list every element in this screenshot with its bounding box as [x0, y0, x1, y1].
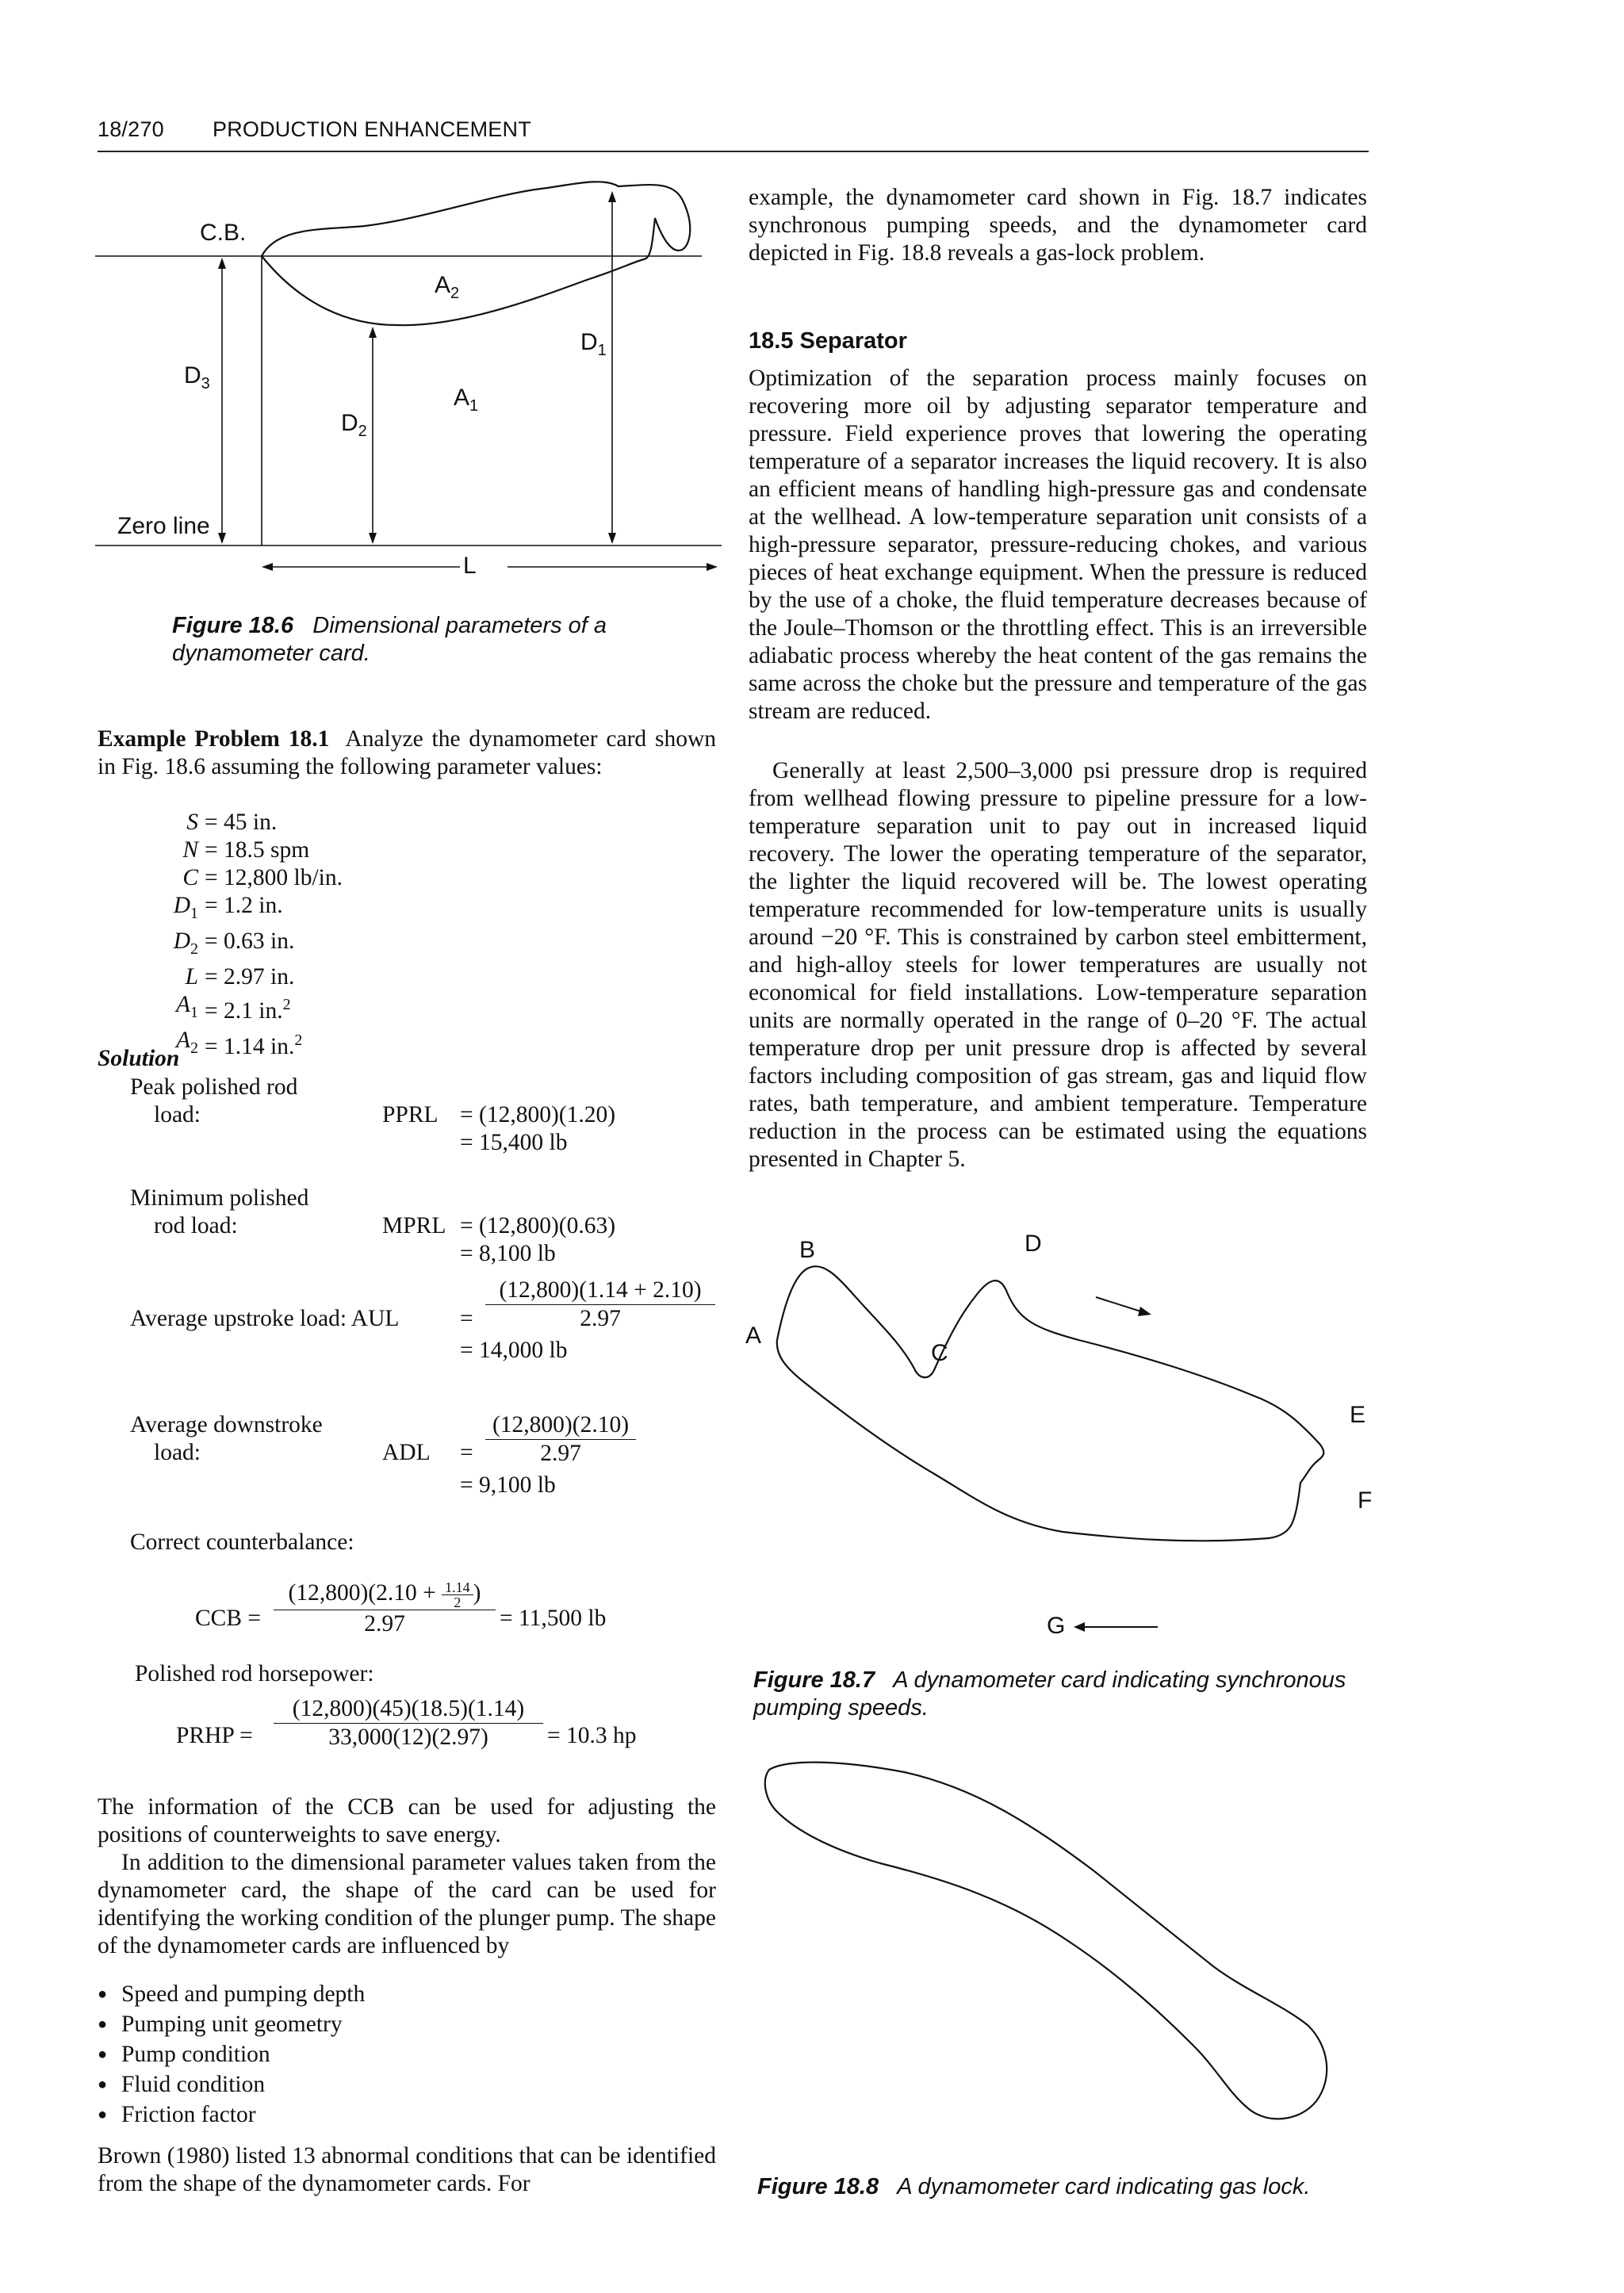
- adl-eq-sign: =: [460, 1440, 473, 1465]
- label-d2: $D_2$: [341, 410, 367, 440]
- pprl-equation: = (12,800)(1.20) = 15,400 lb: [460, 1102, 616, 1155]
- ccb-lhs: CCB =: [195, 1606, 262, 1631]
- right-paragraph-1: Optimization of the separation process mainly focuses on recovering more oil by adjusting separator temperature and pressure. Field experience proves that lowering the operating temperature of a separator increases the liquid recovery. It is also an efficient means of handling high-pressure gas and condensate at the wellhead. A low-temperature separation unit consists of a high-pressure separator, pressure-reducing chokes, and various pieces of heat exchange equipment. When the pressure is reduced by the use of a choke, the fluid temperature decreases because of the Joule–Thomson or the throttling effect. This is an irreversible adiabatic process whereby the heat content of the gas remains the same across the choke but the pressure and temperature of the gas stream are reduced.: [749, 366, 1367, 724]
- ccb-fraction: (12,800)(2.10 + $\frac{1.14}{2}$ ) 2.97: [274, 1579, 496, 1638]
- label-d3: $D_3$: [184, 362, 210, 392]
- point-d-label: D: [1025, 1231, 1042, 1257]
- list-item: ● Speed and pumping depth: [98, 1981, 653, 2011]
- point-g-label: G: [1047, 1613, 1066, 1639]
- figure-18-6: [95, 170, 730, 583]
- aul-result: = 14,000 lb: [460, 1338, 568, 1363]
- point-b-label: B: [799, 1237, 816, 1263]
- adl-abbr: ADL: [382, 1440, 431, 1465]
- label-a2: $A_2$: [435, 272, 460, 302]
- gas-lock-card-diagram: [761, 1752, 1364, 2149]
- ccb-label: Correct counterbalance:: [130, 1529, 354, 1555]
- prhp-fraction: (12,800)(45)(18.5)(1.14) 33,000(12)(2.97): [274, 1695, 543, 1751]
- example-title: Example Problem 18.1: [98, 726, 330, 752]
- left-paragraph-2: In addition to the dimensional parameter values taken from the dynamometer card, the shape of the card can be used for identifying the working condition of the plunger pump. The shape of the dynamometer cards are influenced by: [98, 1850, 716, 1958]
- mprl-equation: = (12,800)(0.63) = 8,100 lb: [460, 1213, 616, 1266]
- point-e-label: E: [1350, 1402, 1366, 1428]
- label-l: L: [463, 553, 477, 579]
- list-item: ● Fluid condition: [98, 2071, 653, 2101]
- pprl-abbr: PPRL: [382, 1102, 439, 1127]
- point-f-label: F: [1358, 1487, 1373, 1514]
- label-a1: $A_1$: [454, 385, 479, 415]
- section-heading: 18.5 Separator: [749, 328, 907, 354]
- aul-fraction: (12,800)(1.14 + 2.10) 2.97: [485, 1277, 715, 1333]
- figure-18-6-caption: Figure 18.6 Dimensional parameters of a dynamometer card.: [172, 613, 607, 666]
- label-d1: $D_1$: [580, 329, 607, 359]
- solution-label: Solution: [98, 1046, 180, 1071]
- figure-18-8: [761, 1752, 1364, 2149]
- page-header: [98, 114, 1369, 152]
- list-item: ● Pump condition: [98, 2041, 653, 2071]
- adl-fraction: (12,800)(2.10) 2.97: [485, 1411, 636, 1468]
- running-title: PRODUCTION ENHANCEMENT: [213, 117, 531, 141]
- left-paragraph-1: The information of the CCB can be used for adjusting the positions of counterweights to save energy.: [98, 1794, 716, 1847]
- mprl-label: Minimum polished rod load:: [130, 1185, 309, 1238]
- ccb-result: = 11,500 lb: [500, 1606, 607, 1631]
- right-paragraph-2: Generally at least 2,500–3,000 psi pressure drop is required from wellhead flowing pressure to pipeline pressure for a low-temperature separation unit to pay out in increased liquid recovery. The lower the operating temperature of the separator, the lighter the liquid recovered will be. The lowest operating temperature recommended for low-temperature units is usually around −20 °F. This is constrained by carbon steel embitterment, and high-alloy steels for lower temperatures are usually not economical for field installations. Low-temperature separation units are normally operated in the range of 0–20 °F. The actual temperature drop per unit pressure drop is affected by several factors including composition of gas stream, gas and liquid flow rates, bath temperature, and ambient temperature. Temperature reduction in the process can be estimated using the equations presented in Chapter 5.: [749, 758, 1367, 1172]
- list-item: ● Friction factor: [98, 2101, 653, 2131]
- page-number: 18/270: [98, 117, 164, 141]
- point-a-label: A: [745, 1323, 762, 1349]
- figure-18-8-caption: Figure 18.8 A dynamometer card indicating gas lock.: [757, 2174, 1311, 2199]
- synchronous-card-diagram: [745, 1237, 1380, 1649]
- figure-18-7-caption: Figure 18.7 A dynamometer card indicating synchronous pumping speeds.: [753, 1667, 1346, 1721]
- point-c-label: C: [931, 1340, 948, 1366]
- list-item: ● Pumping unit geometry: [98, 2011, 653, 2041]
- adl-result: = 9,100 lb: [460, 1472, 556, 1498]
- mprl-abbr: MPRL: [382, 1213, 446, 1238]
- pprl-label: Peak polished rod load:: [130, 1074, 298, 1127]
- adl-label: Average downstroke load:: [130, 1412, 323, 1465]
- right-paragraph-0: example, the dynamometer card shown in Fig. 18.7 indicates synchronous pumping speeds, and the dynamometer card depicted in Fig. 18.8 reveals a gas-lock problem.: [749, 185, 1367, 266]
- example-intro: Example Problem 18.1 Analyze the dynamometer card shown in Fig. 18.6 assuming the following parameter values:: [98, 726, 717, 779]
- left-paragraph-3: Brown (1980) listed 13 abnormal conditions that can be identified from the shape of the dynamometer cards. For: [98, 2143, 716, 2196]
- aul-label: Average upstroke load: AUL: [130, 1306, 400, 1331]
- label-zero-line: Zero line: [117, 513, 210, 539]
- label-cb: C.B.: [200, 220, 247, 246]
- prhp-lhs: PRHP =: [176, 1723, 253, 1748]
- prhp-result: = 10.3 hp: [547, 1723, 637, 1748]
- influence-list: [98, 1981, 653, 2131]
- figure-18-7: [745, 1231, 1380, 1649]
- prhp-label: Polished rod horsepower:: [135, 1661, 374, 1686]
- parameter-list: S = 45 in. N = 18.5 spm C = 12,800 lb/in. $D_1$ = 1.2 in. $D_2$ = 0.63 in. L = 2.97 in. $A_1$ = 2.1 in.$^2$ $A_2$ = 1.14 in.$^2$: [173, 810, 343, 1059]
- aul-eq-sign: =: [460, 1306, 473, 1331]
